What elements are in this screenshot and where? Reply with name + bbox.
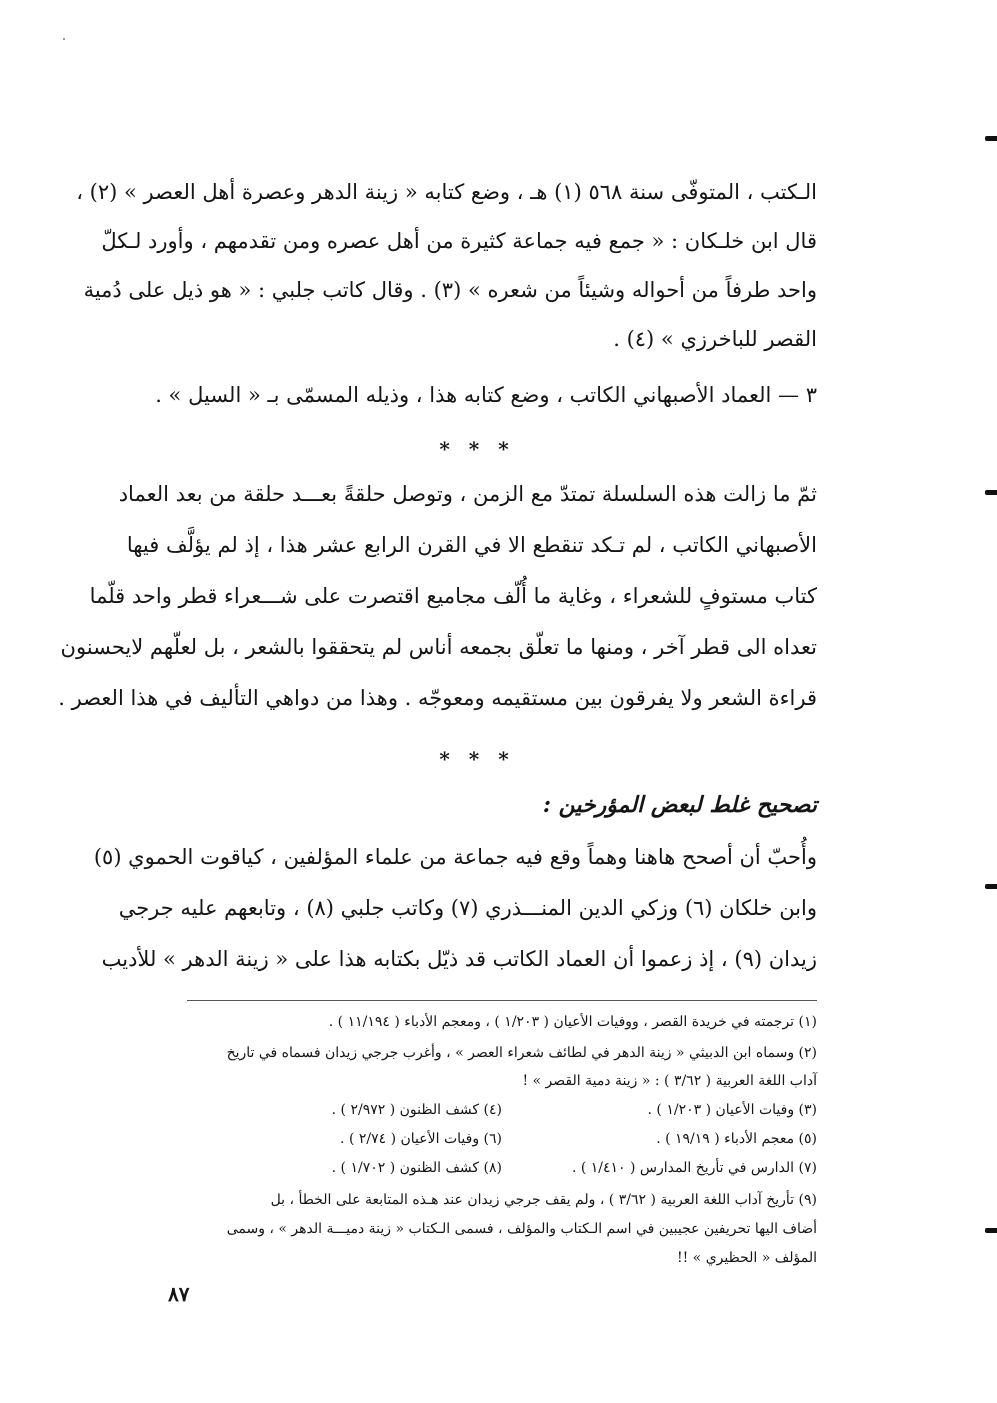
- footnote-9-line: أضاف اليها تحريفين عجيبين في اسم الـكتاب والمؤلف ، فسمى الـكتاب « زينة دميـــة الدهر » ، وسمى: [226, 1221, 817, 1237]
- scan-speck: [63, 38, 65, 40]
- paragraph-3-line: وأُحبّ أن أصحح هاهنا وهماً وقع فيه جماعة من علماء المؤلفين ، كياقوت الحموي (٥): [93, 845, 817, 869]
- page-number: ٨٧: [168, 1282, 190, 1306]
- paragraph-2-line: كتاب مستوفٍ للشعراء ، وغاية ما أُلّف مجاميع اقتصرت على شـــعراء قطر واحد قلّما: [89, 584, 817, 608]
- footnote-1: (١) ترجمته في خريدة القصر ، ووفيات الأعيان ( ١/٢٠٣ ) ، ومعجم الأدباء ( ١١/١٩٤ ) .: [328, 1014, 817, 1030]
- paragraph-1-line: القصر للباخرزي » (٤) .: [613, 327, 817, 351]
- footnote-row: [187, 1102, 817, 1119]
- footnote-5: (٥) معجم الأدباء ( ١٩/١٩ ) .: [656, 1131, 817, 1147]
- list-item-3-text: ٣ — العماد الأصبهاني الكاتب ، وضع كتابه هذا ، وذيله المسمّى بـ « السيل » .: [155, 383, 817, 407]
- section-separator-stars: * * *: [439, 437, 515, 461]
- footnote-row: [187, 1131, 817, 1148]
- footnote-divider: [187, 1000, 817, 1001]
- paragraph-2-line: قراءة الشعر ولا يفرقون بين مستقيمه ومعوجّه . وهذا من دواهي التأليف في هذا العصر .: [58, 686, 817, 710]
- paragraph-2-line: ثمّ ما زالت هذه السلسلة تمتدّ مع الزمن ، وتوصل حلقةً بعـــد حلقة من بعد العماد: [118, 482, 817, 506]
- footnote-row: [187, 1160, 817, 1177]
- footnote-9-line: (٩) تأريخ آداب اللغة العربية ( ٣/٦٢ ) ، ولم يقف جرجي زيدان عند هـذه المتابعة على الخطأ ، بل: [270, 1192, 817, 1208]
- scan-edge-mark: [985, 136, 997, 141]
- scan-edge-mark: [985, 490, 997, 495]
- footnote-4: (٤) كشف الظنون ( ٢/٩٧٢ ) .: [331, 1102, 502, 1118]
- footnote-7: (٧) الدارس في تأريخ المدارس ( ١/٤١٠ ) .: [571, 1160, 817, 1176]
- footnote-2-line: آداب اللغة العربية ( ٣/٦٢ ) : « زينة دمية القصر » !: [522, 1073, 817, 1089]
- paragraph-3-line: زيدان (٩) ، إذ زعموا أن العماد الكاتب قد ذيّل بكتابه هذا على « زينة الدهر » للأديب: [101, 947, 817, 971]
- footnote-6: (٦) وفيات الأعيان ( ٢/٧٤ ) .: [340, 1131, 502, 1147]
- paragraph-2-line: تعداه الى قطر آخر ، ومنها ما تعلّق بجمعه أناس لم يتحققوا بالشعر ، بل لعلّهم لايحسنون: [60, 635, 817, 659]
- footnote-3: (٣) وفيات الأعيان ( ١/٢٠٣ ) .: [647, 1102, 817, 1118]
- paragraph-1-line: قال ابن خلـكان : « جمع فيه جماعة كثيرة من أهل عصره ومن تقدمهم ، وأورد لـكلّ: [101, 229, 817, 253]
- scan-edge-mark: [985, 884, 997, 889]
- footnote-9-line: المؤلف « الحظيري » !!: [676, 1250, 817, 1266]
- paragraph-1-line: الـكتب ، المتوفّى سنة ٥٦٨ (١) هـ ، وضع كتابه « زينة الدهر وعصرة أهل العصر » (٢) ،: [76, 180, 817, 204]
- footnote-2-line: (٢) وسماه ابن الدبيثي « زينة الدهر في لطائف شعراء العصر » ، وأغرب جرجي زيدان فسماه في تاريخ: [226, 1045, 817, 1061]
- paragraph-2-line: الأصبهاني الكاتب ، لم تـكد تنقطع الا في القرن الرابع عشر هذا ، إذ لم يؤلَّف فيها: [126, 533, 817, 557]
- scan-edge-mark: [985, 1228, 997, 1233]
- paragraph-1-line: واحد طرفاً من أحواله وشيئاً من شعره » (٣) . وقال كاتب جلبي : « هو ذيل على دُمية: [83, 278, 817, 302]
- section-heading: تصحيح غلط لبعض المؤرخين :: [542, 792, 817, 818]
- paragraph-3-line: وابن خلكان (٦) وزكي الدين المنـــذري (٧) وكاتب جلبي (٨) ، وتابعهم عليه جرجي: [118, 896, 817, 920]
- footnote-8: (٨) كشف الظنون ( ١/٧٠٢ ) .: [331, 1160, 502, 1176]
- section-separator-stars: * * *: [439, 747, 515, 771]
